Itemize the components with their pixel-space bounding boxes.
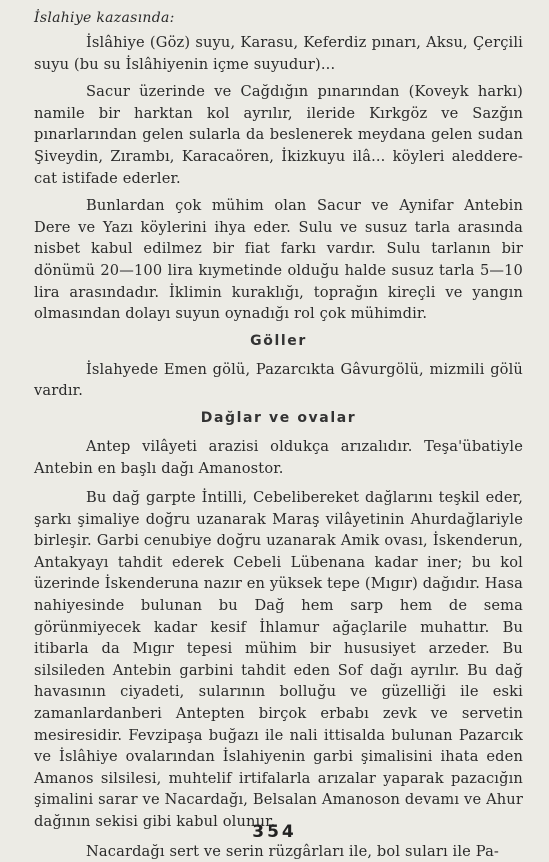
paragraph: Sacur üzerinde ve Cağdığın pınarından (Koveyk harkı) namile bir harktan kol ayrılır, ileride Kırkgöz ve Sazğın pınarlarından gelen sularla da beslenerek meydana gelen sudan Şiveydin, Zırambı, Karacaören, İkizkuyu ilâ... köyleri aleddere-cat istifade ederler. (34, 83, 523, 187)
paragraph: Antep vilâyeti arazisi oldukça arızalıdır. Teşa'übatiyle Antebin en başlı dağı Amanostor. (34, 437, 523, 477)
heading-mountains: Dağlar ve ovalar (200, 409, 357, 426)
paragraph: İslahyede Emen gölü, Pazarcıkta Gâvurgölü, mizmili gölü vardır. (34, 360, 523, 400)
paragraph: İslâhiye (Göz) suyu, Karasu, Keferdiz pınarı, Aksu, Çerçili suyu (bu su İslâhiyenin içme suyudur)... (34, 34, 523, 73)
page-number: 354 (252, 822, 297, 842)
heading-lakes: Göller (250, 332, 307, 349)
section-heading: İslahiye kazasında: (34, 10, 175, 26)
paragraph: Bunlardan çok mühim olan Sacur ve Aynifar Antebin Dere ve Yazı köylerini ihya eder. Sulu ve susuz tarla arasında nisbet kabul edilmez bir fiat farkı vardır. Sulu tarlanın bir dönümü 20—100 lira kıymetinde olduğu halde susuz tarla 5—10 lira arasındadır. İklimin kuraklığı, toprağın kireçli ve yangın olmasından dolayı suyun oynadığı rol çok mühimdir. (34, 197, 523, 323)
paragraph: Bu dağ garpte İntilli, Cebelibereket dağlarını teşkil eder, şarkı şimaliye doğru uzanarak Maraş vilâyetinin Ahurdağlariyle birleşir. Garbi cenubiye doğru uzanarak Amik ovası, İskenderun, Antakyayı tahdit ederek Cebeli Lübenana kadar iner; bu kol üzerinde İskenderuna nazır en yüksek tepe (Mıgır) dağıdır. Hasa nahiyesinde bulunan bu Dağ hem sarp hem de sema görünmiyecek kadar kesif İhlamur ağaçlarile muhattır. Bu itibarla da Mıgır tepesi mühim bir hususiyet arzeder. Bu silsileden Antebin garbini tahdit eden Sof dağı ayrılır. Bu dağ havasının ciyadeti, sularının bolluğu ve güzelliği ile eski zamanlardanberi Antepten birçok erbabı zevk ve servetin mesiresidir. Fevzipaşa buğazı ile nali ittisalda bulunan Pazarcık ve İslâhiye ovalarından İslahiyenin garbi şimalisini ihata eden Amanos silsilesi, muhtelif irtifalarla arızalar yaparak pazacığın şimalini sarar ve Nacardağı, Belsalan Amanoson devamı ve Ahur dağının sekisi gibi kabul olunur. (34, 489, 523, 830)
paragraph: Nacardağı sert ve serin rüzgârları ile, bol suları ile Pa- (86, 842, 500, 860)
